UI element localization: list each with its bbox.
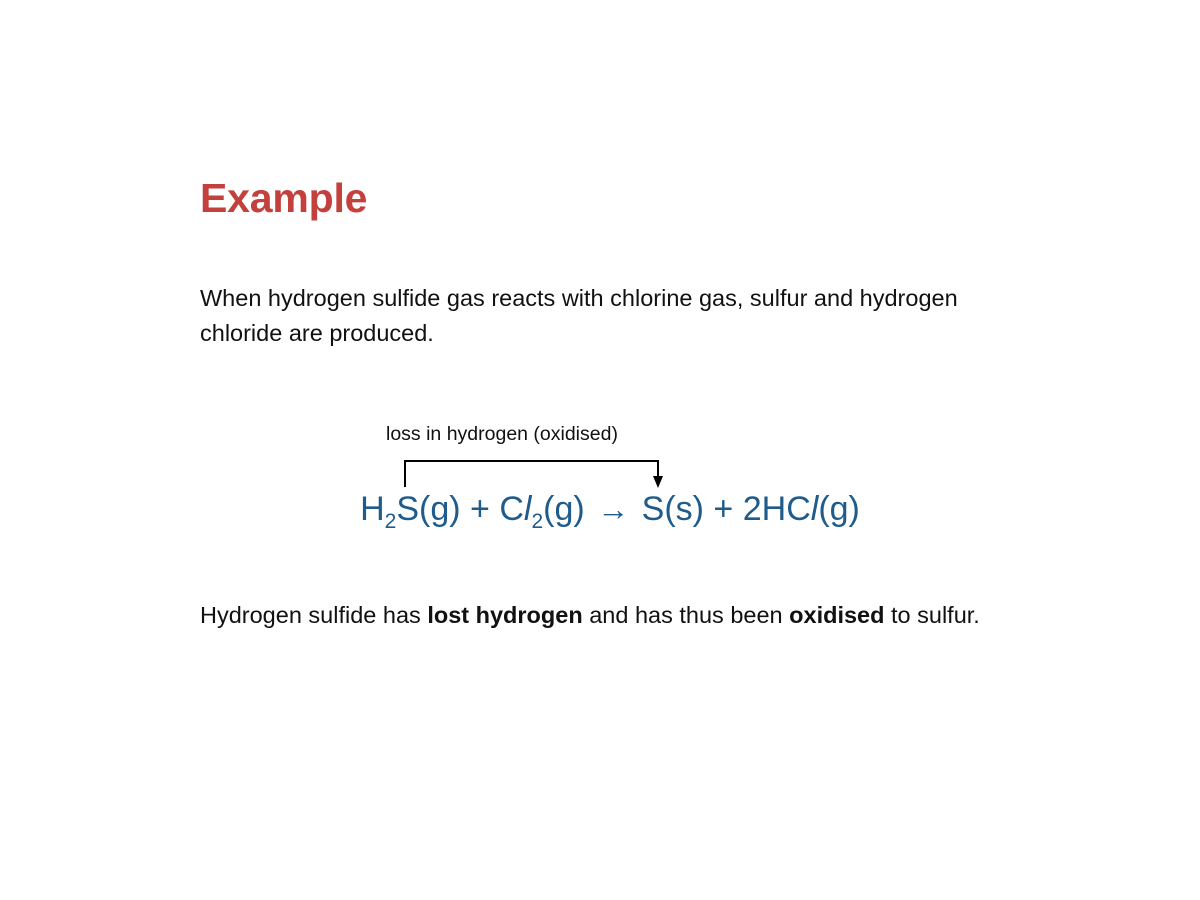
reaction-arrow-glyph: → [597,491,630,527]
conclusion-text-2: and has thus been [582,602,790,628]
intro-paragraph: When hydrogen sulfide gas reacts with chlorine gas, sulfur and hydrogen chloride are produced. [200,285,958,346]
chemical-equation [200,490,1020,533]
oxidation-annotation-label: loss in hydrogen (oxidised) [386,423,618,445]
equation-product-2: 2HCl(g) [742,490,860,528]
equation-plus-1: + [470,490,490,528]
equation-reactant-1: $H_2S(g)$ [360,490,461,533]
equation-product-1: S(s) [641,490,704,528]
conclusion-paragraph [200,598,1030,633]
equation-plus-2: + [713,490,734,528]
conclusion-text-3: to sulfur. [884,602,980,628]
conclusion-bold-1: lost hydrogen [427,602,583,628]
equation-reactant-2: $Cl_2(g)$ [499,490,585,533]
conclusion-text-1: Hydrogen sulfide has [200,602,428,628]
annotation-arrow-icon [400,455,675,490]
page-title: Example [200,175,368,221]
annotation-arrow [400,455,675,490]
conclusion-bold-2: oxidised [789,602,885,628]
